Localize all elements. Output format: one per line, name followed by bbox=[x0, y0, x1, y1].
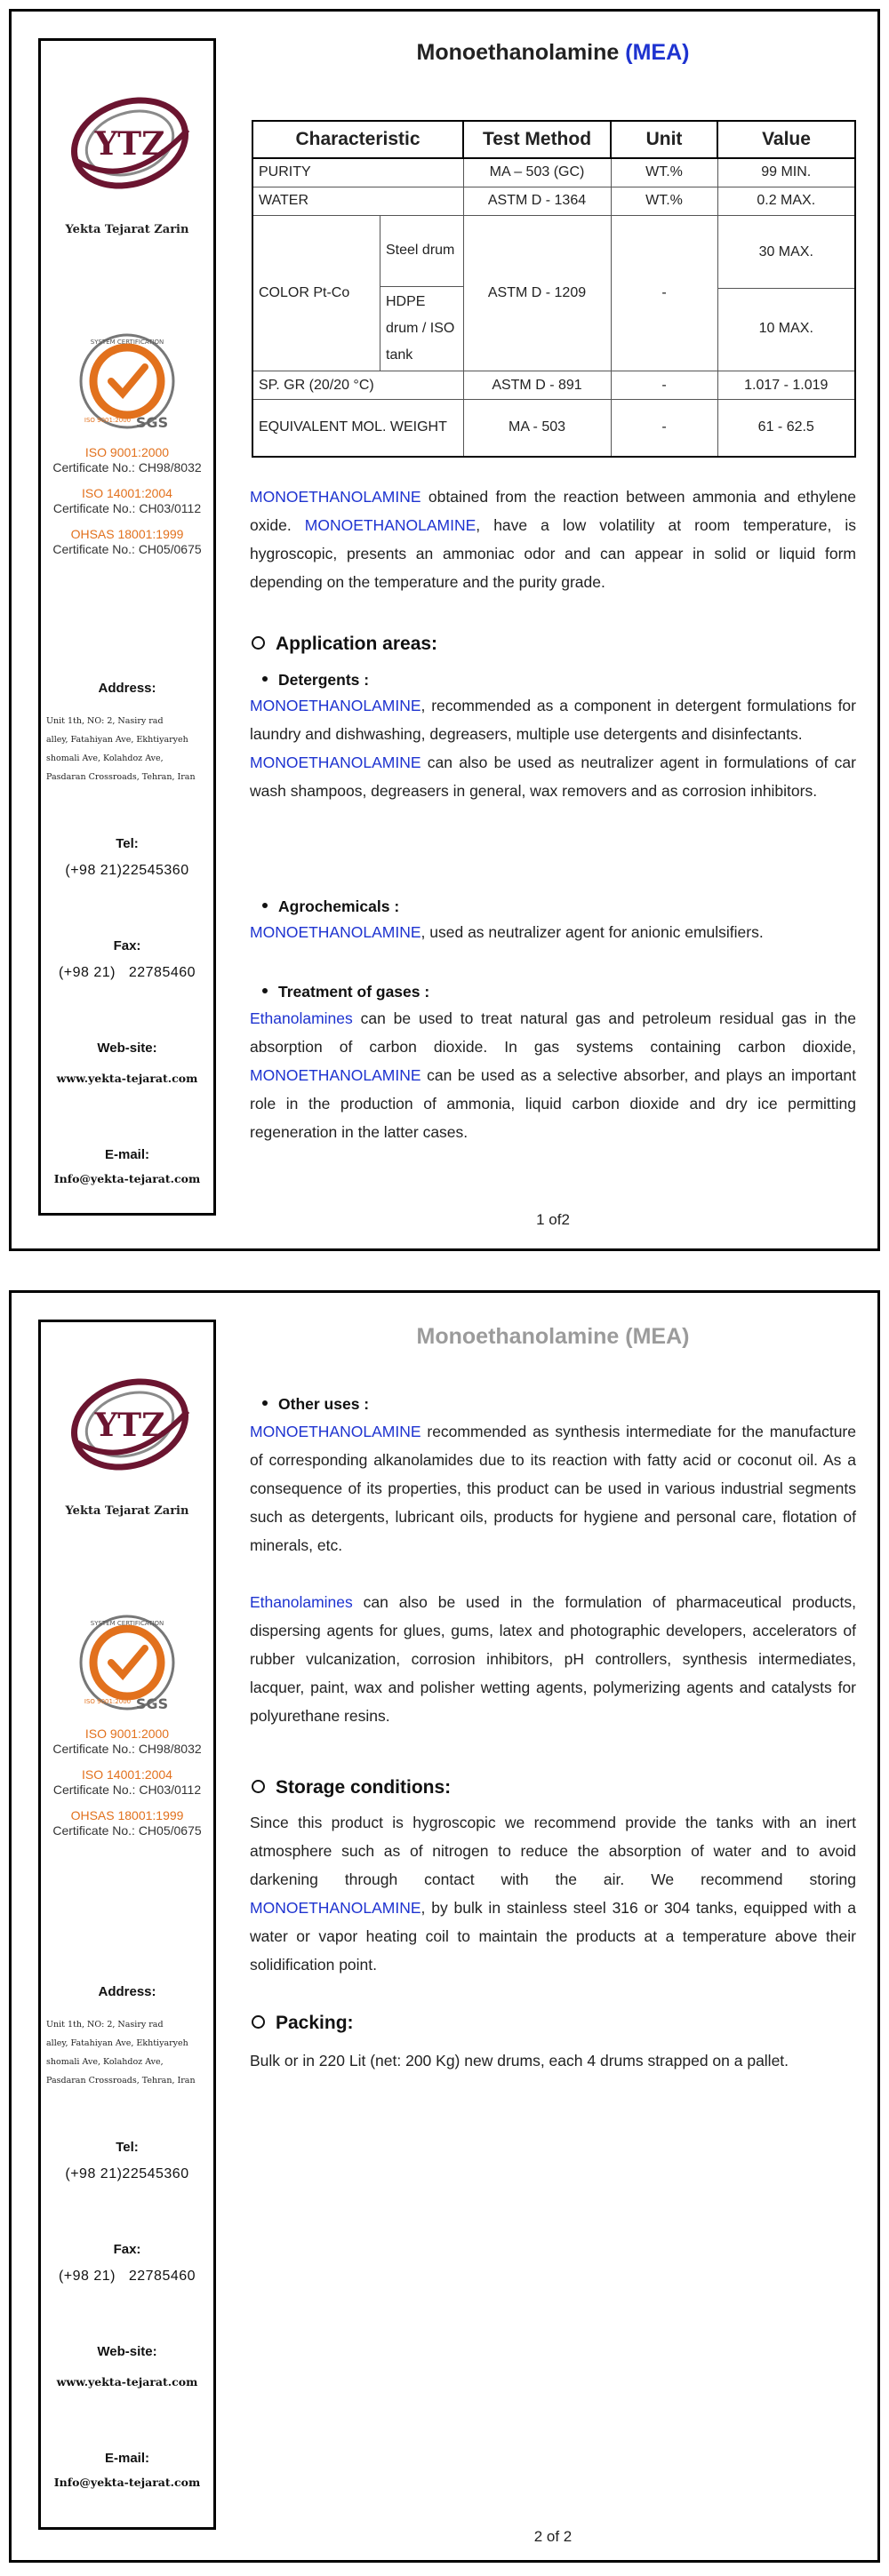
section-storage-conditions: Storage conditions: bbox=[252, 1777, 451, 1798]
detergents-text: MONOETHANOLAMINE, recommended as a component in detergent formulations for laundry and dishwashing, degreasers, multiple use detergents and disinfectants. MONOETHANOLAMINE can also be used as neutralizer agent in formulations of car wash shampoos, degreasers in general, wax removers and as corrosion inhibitors. bbox=[250, 697, 856, 800]
table-row: EQUIVALENT MOL. WEIGHT MA - 503 - 61 - 62.5 bbox=[252, 400, 855, 457]
fax-number: (+98 21) 22785460 bbox=[58, 965, 196, 980]
sidebar bbox=[38, 38, 216, 1216]
specification-table bbox=[252, 120, 856, 458]
tel-label: Tel: bbox=[116, 2140, 139, 2155]
email-link[interactable]: Info@yekta-tejarat.com bbox=[53, 2476, 201, 2489]
fax-number: (+98 21) 22785460 bbox=[58, 2269, 196, 2284]
gases-text: Ethanolamines can be used to treat natural gas and petroleum residual gas in the absorption of carbon dioxide. In gas systems containing carbon dioxide, MONOETHANOLAMINE can be used as a selective absorber, and plays an important role in the production of ammonia, liquid carbon dioxide and dry ice permitting regeneration in the latter cases. bbox=[250, 1009, 856, 1141]
column-header: Value bbox=[717, 121, 855, 158]
circle-bullet-icon bbox=[252, 1780, 265, 1793]
address-label: Address: bbox=[98, 1984, 156, 1999]
tel-number: (+98 21)22545360 bbox=[65, 863, 189, 878]
section-packing: Packing: bbox=[252, 2013, 354, 2034]
sidebar bbox=[38, 1320, 216, 2530]
page-number: 1 of2 bbox=[536, 1211, 570, 1228]
address-text: Unit 1th, NO: 2, Nasiry rad alley, Fatahiyan Ave, Ekhtiyaryeh shomali Ave, Kolahdoz Ave, Pasdaran Crossroads, Tehran, Iran bbox=[46, 2020, 196, 2086]
table-row: WATER ASTM D - 1364 WT.% 0.2 MAX. bbox=[252, 187, 855, 215]
svg-text:SYSTEM CERTIFICATION: SYSTEM CERTIFICATION bbox=[90, 339, 164, 346]
bullet-icon bbox=[262, 988, 268, 993]
subsection-agrochemicals: Agrochemicals : bbox=[262, 897, 399, 916]
subsection-treatment-of-gases: Treatment of gases : bbox=[262, 983, 429, 1001]
table-row: SP. GR (20/20 °C) ASTM D - 891 - 1.017 - 1.019 bbox=[252, 371, 855, 400]
website-link[interactable]: www.yekta-tejarat.com bbox=[56, 1072, 198, 1085]
page-title: Monoethanolamine (MEA) bbox=[416, 1324, 690, 1349]
table-row: COLOR Pt-Co Steel drum HDPE drum / ISO tank ASTM D - 1209 - 30 MAX. 10 MAX. bbox=[252, 215, 855, 371]
cert-iso: OHSAS 18001:1999 bbox=[70, 1808, 184, 1822]
table-header-row bbox=[252, 121, 855, 158]
svg-text:SGS: SGS bbox=[135, 1695, 169, 1712]
svg-text:ISO 9001:2000: ISO 9001:2000 bbox=[84, 1698, 132, 1705]
email-link[interactable]: Info@yekta-tejarat.com bbox=[53, 1172, 201, 1185]
table-row: PURITY MA – 503 (GC) WT.% 99 MIN. bbox=[252, 158, 855, 187]
certificates bbox=[41, 445, 213, 557]
address-text: Unit 1th, NO: 2, Nasiry rad alley, Fatahiyan Ave, Ekhtiyaryeh shomali Ave, Kolahdoz Ave, Pasdaran Crossroads, Tehran, Iran bbox=[46, 716, 196, 782]
company-name: Yekta Tejarat Zarin bbox=[65, 223, 189, 236]
other-uses-text: MONOETHANOLAMINE recommended as synthesis intermediate for the manufacture of corresponding alkanolamides due to its reaction with fatty acid or coconut oil. As a consequence of its properties, this product can be used in various industrial segments such as detergents, lubricant oils, products for hygiene and personal care, flotation of minerals, etc. Ethanolamines can also be used in the formulation of pharmaceutical products, dispersing agents for glues, gums, latex and photographic developers, accelerators of rubber vulcanization, corrosion inhibitors, pH controllers, synthesis intermediates, lacquer, paint, wax and polisher wetting agents, polymerizing agents and catalysts for polyurethane resins. bbox=[250, 1423, 856, 1725]
circle-bullet-icon bbox=[252, 636, 265, 650]
cert-number: Certificate No.: CH03/0112 bbox=[52, 501, 202, 515]
fax-label: Fax: bbox=[113, 2242, 141, 2257]
cert-number: Certificate No.: CH98/8032 bbox=[52, 1742, 202, 1756]
agrochemicals-text: MONOETHANOLAMINE, used as neutralizer agent for anionic emulsifiers. bbox=[250, 923, 764, 941]
cert-number: Certificate No.: CH05/0675 bbox=[52, 1823, 202, 1838]
cert-iso: ISO 14001:2004 bbox=[82, 486, 172, 500]
website-label: Web-site: bbox=[97, 1041, 157, 1056]
subsection-other-uses: Other uses : bbox=[262, 1395, 369, 1414]
page-1 bbox=[9, 9, 880, 1251]
cert-number: Certificate No.: CH98/8032 bbox=[52, 460, 202, 475]
column-header: Test Method bbox=[463, 121, 611, 158]
page-title: Monoethanolamine (MEA) bbox=[416, 40, 690, 65]
svg-text:SGS: SGS bbox=[135, 414, 169, 431]
iso-certification-seal bbox=[72, 330, 182, 440]
company-name: Yekta Tejarat Zarin bbox=[65, 1504, 189, 1518]
cert-number: Certificate No.: CH03/0112 bbox=[52, 1782, 202, 1797]
cert-number: Certificate No.: CH05/0675 bbox=[52, 542, 202, 556]
cert-iso: OHSAS 18001:1999 bbox=[70, 527, 184, 541]
cert-iso: ISO 9001:2000 bbox=[84, 445, 170, 459]
column-header: Characteristic bbox=[252, 121, 463, 158]
packing-text: Bulk or in 220 Lit (net: 200 Kg) new drums, each 4 drums strapped on a pallet. bbox=[250, 2052, 789, 2070]
svg-text:ISO 9001:2000: ISO 9001:2000 bbox=[84, 417, 132, 424]
website-link[interactable]: www.yekta-tejarat.com bbox=[56, 2375, 198, 2389]
fax-label: Fax: bbox=[113, 938, 141, 953]
email-label: E-mail: bbox=[104, 2451, 149, 2466]
ytz-logo bbox=[59, 1358, 201, 1491]
tel-number: (+98 21)22545360 bbox=[65, 2166, 189, 2181]
subsection-detergents: Detergents : bbox=[262, 671, 369, 690]
section-application-areas: Application areas: bbox=[252, 634, 437, 655]
cert-iso: ISO 14001:2004 bbox=[82, 1767, 172, 1782]
circle-bullet-icon bbox=[252, 2015, 265, 2029]
page-number: 2 of 2 bbox=[533, 2528, 573, 2545]
column-header: Unit bbox=[611, 121, 717, 158]
email-label: E-mail: bbox=[104, 1147, 149, 1162]
svg-text:YTZ: YTZ bbox=[94, 1407, 165, 1444]
tel-label: Tel: bbox=[116, 836, 139, 851]
bullet-icon bbox=[262, 903, 268, 908]
ytz-logo bbox=[59, 76, 201, 210]
iso-certification-seal bbox=[72, 1611, 182, 1721]
page-2 bbox=[9, 1290, 880, 2563]
bullet-icon bbox=[262, 1400, 268, 1406]
cert-iso: ISO 9001:2000 bbox=[84, 1727, 170, 1741]
svg-text:SYSTEM CERTIFICATION: SYSTEM CERTIFICATION bbox=[90, 1620, 164, 1627]
intro-paragraph: MONOETHANOLAMINE obtained from the reaction between ammonia and ethylene oxide. MONOETHANOLAMINE, have a low volatility at room temperature, is hygroscopic, presents an ammoniac odor and can appear in solid or liquid form depending on the temperature and the purity grade. bbox=[250, 488, 856, 591]
bullet-icon bbox=[262, 676, 268, 682]
storage-text: Since this product is hygroscopic we recommend provide the tanks with an inert atmosphere such as of nitrogen to reduce the absorption of water and to avoid darkening through contact with the air. We recommend storing MONOETHANOLAMINE, by bulk in stainless steel 316 or 304 tanks, equipped with a water or vapor heating coil to maintain the products at a temperature above their solidification point. bbox=[250, 1814, 856, 1974]
svg-text:YTZ: YTZ bbox=[94, 125, 165, 163]
color-subtable: COLOR Pt-Co Steel drum HDPE drum / ISO tank bbox=[253, 216, 463, 371]
address-label: Address: bbox=[98, 681, 156, 696]
website-label: Web-site: bbox=[97, 2344, 157, 2359]
certificates bbox=[41, 1727, 213, 1838]
